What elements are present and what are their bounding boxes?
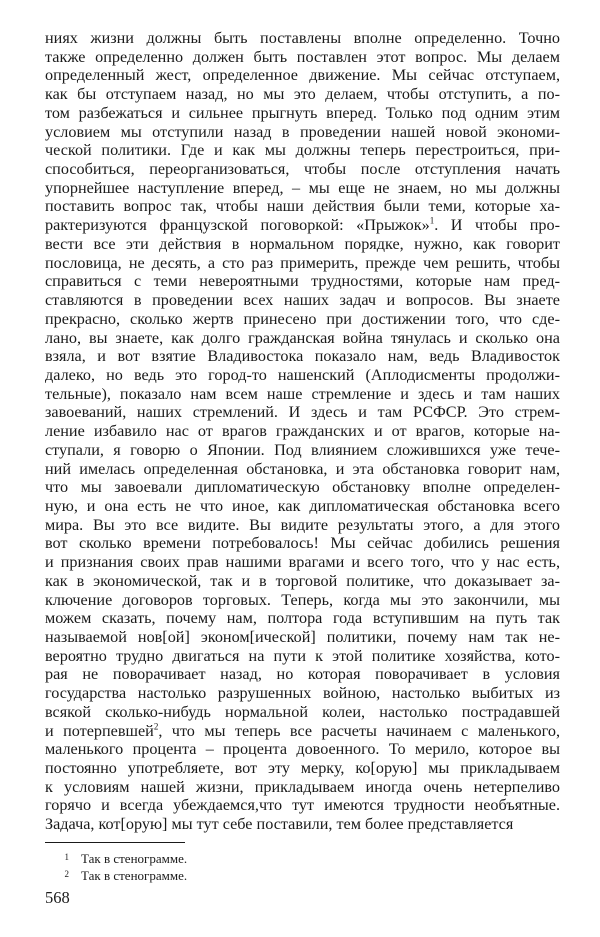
text-line-content: способиться, переорганизоваться, чтобы после отступления начать [45, 160, 560, 179]
text-line [45, 216, 560, 235]
text-line [45, 665, 560, 684]
text-line [45, 197, 560, 216]
body-text [45, 29, 560, 834]
text-line [45, 684, 560, 703]
text-line [45, 291, 560, 310]
text-line [45, 422, 560, 441]
text-line-content: ступали, я говорю о Японии. Под влиянием сложившихся уже тече- [45, 440, 560, 459]
text-line-content: мира. Вы это все видите. Вы видите результаты этого, а для этого [45, 515, 560, 534]
text-line [45, 85, 560, 104]
text-line-content: поставить вопрос так, чтобы наши действия были теми, которые ха- [45, 197, 560, 216]
text-line [45, 778, 560, 797]
text-line [45, 460, 560, 479]
text-line [45, 179, 560, 198]
text-line [45, 572, 560, 591]
text-line-content: вот сколько времени потребовалось! Мы сейчас добились решения [45, 534, 560, 553]
text-line-content: том разбежаться и сильнее прыгнуть вперед. Только под одним этим [45, 103, 560, 122]
text-line-content: ление избавило нас от врагов гражданских и от врагов, которые на- [45, 422, 560, 441]
text-line-content: и потерпевшей [45, 721, 154, 740]
text-line [45, 591, 560, 610]
text-line [45, 478, 560, 497]
text-line-content: вести все эти действия в нормальном порядке, нужно, как говорит [45, 234, 560, 253]
text-line-content: ключение договоров торговых. Теперь, когда мы это закончили, мы [45, 590, 560, 609]
footnotes [45, 850, 345, 884]
text-line-content: прекрасно, сколько жертв принесено при достижении того, что сде- [45, 309, 560, 328]
text-line-content: рактеризуются французской поговоркой: «Прыжок» [45, 216, 430, 235]
text-line [45, 534, 560, 553]
text-line-content: всякой сколько-нибудь нормальной колеи, настолько пострадавшей [45, 702, 560, 721]
text-line [45, 29, 560, 48]
text-line-content: ниях жизни должны быть поставлены вполне определенно. Точно [45, 29, 560, 47]
text-line [45, 48, 560, 67]
text-line [45, 796, 560, 815]
text-line [45, 347, 560, 366]
text-line [45, 722, 560, 741]
text-line-content: упорнейшее наступление вперед, – мы еще не знаем, но мы должны [45, 178, 560, 197]
text-line-content: ческой политики. Где и как мы должны теперь перестроиться, при- [45, 141, 560, 160]
footnote-reference: 2 [153, 721, 159, 732]
text-line-content: маленького процента – процента довоенного. То мерило, которое вы [45, 740, 560, 759]
text-line-content: взяла, и вот взятие Владивостока показало нам, ведь Владивосток [45, 347, 560, 366]
text-line-content: ний имелась определенная обстановка, и эта обстановка говорит нам, [45, 459, 560, 478]
text-line [45, 66, 560, 85]
text-line [45, 310, 560, 329]
footnote-2 [45, 867, 345, 884]
text-line-content: ную, и она есть не что иное, как дипломатическая обстановка всего [45, 496, 560, 515]
text-line [45, 553, 560, 572]
footnote-separator [45, 842, 185, 843]
text-line-content: называемой нов[ой] эконом[ической] политики, почему нам так не- [45, 628, 560, 646]
text-line-content: далеко, но ведь это город-то нашенский (Аплодисменты продолжи- [45, 365, 560, 384]
text-line [45, 366, 560, 385]
text-line-content: пословица, не десять, а сто раз примерить, прежде чем решить, чтобы [45, 253, 560, 272]
page-number: 568 [45, 888, 70, 907]
text-line-content: как бы отступаем назад, но мы это делаем, чтобы отступить, а по- [45, 85, 560, 104]
text-line [45, 441, 560, 460]
text-line [45, 235, 560, 254]
text-line-content: рая не поворачивает назад, но которая поворачивает в условия [45, 665, 560, 684]
text-line-content: можем сказать, почему нам, полтора года вступившим на путь так [45, 609, 560, 628]
text-line-content: определенный жест, определенное движение. Мы сейчас отступаем, [45, 66, 560, 85]
text-line-content: постоянно употребляете, вот эту мерку, ко[орую] мы прикладываем [45, 759, 560, 778]
text-line [45, 141, 560, 160]
text-line-tail: , что мы теперь все расчеты начинаем с маленького, [158, 721, 560, 740]
text-line [45, 123, 560, 142]
text-line-content: тельные), показало нам всем наше стремление и здесь и там наших [45, 384, 560, 403]
text-line [45, 628, 560, 647]
text-line [45, 609, 560, 628]
text-line [45, 329, 560, 348]
text-line-content: как в экономической, так и в торговой политике, что доказывает за- [45, 571, 560, 590]
text-line-content: справиться с теми невероятными трудностями, которые нам пред- [45, 272, 560, 291]
text-line [45, 254, 560, 273]
text-line-content: Задача, кот[орую] мы тут себе поставили, тем более представляется [45, 815, 514, 834]
text-line [45, 385, 560, 404]
text-line [45, 497, 560, 516]
text-line-content: государства настолько разрушенных войною, настолько выбитых из [45, 684, 560, 703]
text-line [45, 272, 560, 291]
text-line-content: вероятно трудно двигаться на пути к этой политике хозяйства, кото- [45, 646, 560, 665]
text-line [45, 759, 560, 778]
text-line [45, 703, 560, 722]
text-line [45, 160, 560, 179]
footnote-1 [45, 850, 345, 867]
text-line [45, 740, 560, 759]
text-line [45, 516, 560, 535]
text-line-content: и признания своих прав нашими врагами и всего того, что у нас есть, [45, 553, 560, 572]
text-line-content: условием мы отступили назад в проведении нашей новой экономи- [45, 122, 560, 141]
footnote-text: Так в стенограмме. [81, 851, 188, 866]
text-line [45, 104, 560, 123]
text-line-content: ставляются в проведении всех наших задач и вопросов. Вы знаете [45, 291, 560, 310]
footnote-text: Так в стенограмме. [81, 868, 188, 883]
text-line-content: к условиям нашей жизни, прикладываем иногда очень нетерпеливо [45, 777, 560, 796]
text-line-content: горячо и всегда убеждаемся,что тут имеются трудности необъятные. [45, 796, 560, 815]
text-line [45, 403, 560, 422]
text-line-content: завоеваний, наших стремлений. И здесь и там РСФСР. Это стрем- [45, 403, 560, 422]
text-line-content: также определенно должен быть поставлен этот вопрос. Мы делаем [45, 47, 560, 66]
footnote-marker: 2 [64, 869, 69, 879]
text-line-content: что мы завоевали дипломатическую обстановку вполне определен- [45, 478, 560, 497]
text-line-tail: . И чтобы про- [434, 216, 560, 235]
text-line [45, 815, 560, 834]
footnote-marker: 1 [64, 852, 69, 862]
text-line-content: лано, вы знаете, как долго гражданская война тянулась и сколько она [45, 328, 560, 347]
footnote-reference: 1 [429, 216, 435, 226]
text-line [45, 647, 560, 666]
